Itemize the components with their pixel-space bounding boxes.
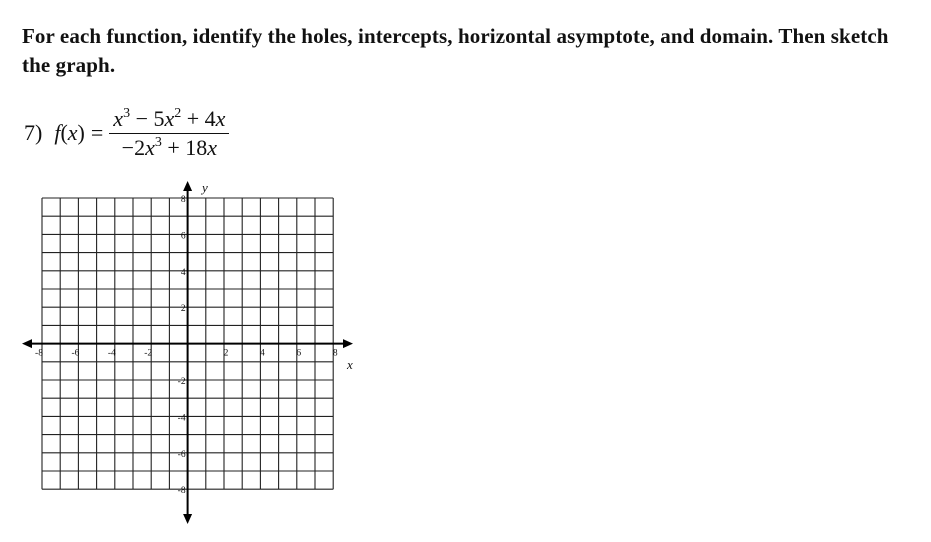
function-notation: f(x) <box>54 120 85 145</box>
tick-labels <box>35 195 338 496</box>
x-tick-label: 4 <box>260 348 265 359</box>
function-name: f <box>54 120 61 145</box>
x-axis-label: x <box>347 357 353 372</box>
y-tick-label: -8 <box>177 486 186 497</box>
y-axis-top-arrow <box>183 181 192 191</box>
problem-7 <box>24 102 229 164</box>
denominator: $-2x^3 + 18x$ <box>121 134 218 160</box>
x-tick-label: 2 <box>223 348 229 359</box>
function-variable: x <box>67 120 78 145</box>
x-axis-left-arrow <box>22 339 32 348</box>
problem-number: 7) <box>24 120 43 145</box>
y-tick-label: -4 <box>177 413 186 424</box>
x-tick-label: -6 <box>71 348 80 359</box>
y-axis-bottom-arrow <box>183 514 192 524</box>
x-tick-label: -2 <box>144 348 153 359</box>
x-tick-label: -8 <box>35 348 43 359</box>
rational-function <box>109 105 229 162</box>
y-axis-label: y <box>202 180 208 195</box>
y-tick-label: 2 <box>180 304 186 315</box>
equals-sign: = <box>90 120 104 145</box>
y-tick-label: 4 <box>180 267 186 278</box>
y-tick-label: -6 <box>177 449 186 460</box>
y-tick-label: -2 <box>177 377 186 387</box>
y-tick-label: 8 <box>180 195 186 205</box>
instructions-text: For each function, identify the holes, intercepts, horizontal asymptote, and domain. Then sketch the graph. <box>22 24 889 77</box>
y-tick-label: 6 <box>180 231 186 242</box>
x-tick-label: 6 <box>296 348 302 359</box>
x-tick-label: -4 <box>107 348 116 359</box>
x-tick-label: 8 <box>332 348 338 359</box>
x-axis-right-arrow <box>343 339 353 348</box>
coordinate-grid[interactable] <box>22 180 362 525</box>
numerator: $x^3 - 5x^2 + 4x$ <box>109 105 229 134</box>
